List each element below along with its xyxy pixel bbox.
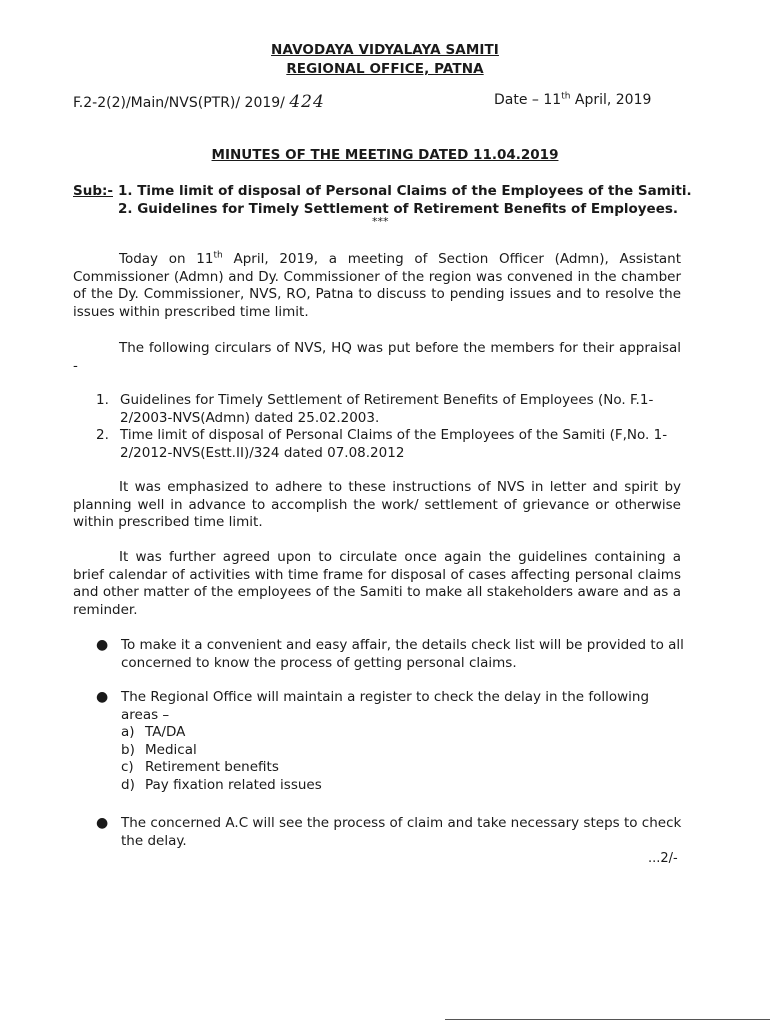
area-letter: a) [121, 724, 135, 740]
bullet-dot-icon: ● [96, 637, 109, 653]
para2-text: The following circulars of NVS, HQ was put before the members for their appraisal - [73, 340, 681, 374]
minutes-title: MINUTES OF THE MEETING DATED 11.04.2019 [211, 147, 559, 163]
circulars-list [96, 392, 686, 462]
reference-number [73, 92, 325, 112]
subject-line-1: 1. Time limit of disposal of Personal Claims of the Employees of the Samiti. [118, 183, 692, 199]
list-text: Guidelines for Timely Settlement of Retirement Benefits of Employees (No. F.1-2/2003-NVS(Admn) dated 25.02.2003. [120, 392, 654, 426]
para4-text: It was further agreed upon to circulate once again the guidelines containing a brief calendar of activities with time frame for disposal of cases affecting personal claims and other matter of the employees of the Samiti to make all stakeholders aware and as a reminder. [73, 549, 681, 618]
paragraph-meeting [73, 251, 681, 321]
para1-post: April, 2019, a meeting of Section Officer (Admn), Assistant Commissioner (Admn) and Dy. Commissioner of the region was convened in the chamber of the Dy. Commissioner, NVS, RO, Patna to discuss to pending issues and to resolve the issues within prescribed time limit. [73, 251, 681, 320]
bullet-checklist [96, 637, 686, 672]
office-name: REGIONAL OFFICE, PATNA [286, 61, 484, 77]
subject-line-2: 2. Guidelines for Timely Settlement of Retirement Benefits of Employees. [118, 201, 679, 217]
org-name: NAVODAYA VIDYALAYA SAMITI [271, 42, 499, 58]
area-letter: d) [121, 776, 135, 793]
paragraph-emphasis [73, 479, 681, 532]
date-sup: th [561, 91, 571, 102]
handwritten-number: 424 [289, 92, 325, 112]
letter-date [494, 92, 651, 108]
para1-sup: th [213, 250, 223, 261]
list-text: Time limit of disposal of Personal Claims of the Employees of the Samiti (F,No. 1-2/2012-NVS(Estt.II)/324 dated 07.08.2012 [120, 427, 668, 461]
para1-pre: Today on 11 [119, 251, 214, 267]
bullet-dot-icon: ● [96, 689, 109, 705]
list-item [96, 392, 686, 427]
date-prefix: Date – 11 [494, 92, 562, 108]
bullet-dot-icon: ● [96, 815, 109, 831]
list-number: 2. [96, 427, 109, 443]
area-text: TA/DA [145, 724, 186, 740]
area-letter: b) [121, 741, 135, 758]
list-item [121, 742, 686, 760]
area-letter: c) [121, 759, 134, 775]
bullet-text: The concerned A.C will see the process of claim and take necessary steps to check the delay. [121, 815, 682, 849]
areas-list [121, 724, 686, 794]
list-item [121, 777, 686, 795]
paragraph-agreement [73, 549, 681, 619]
paragraph-circulars-intro [73, 340, 681, 375]
para3-text: It was emphasized to adhere to these instructions of NVS in letter and spirit by planning well in advance to accomplish the work/ settlement of grievance or otherwise within prescribed time limit. [73, 479, 681, 530]
separator-stars: *** [372, 215, 389, 228]
bullet-ac-process [96, 815, 686, 850]
list-number: 1. [96, 392, 109, 408]
bullet-body [121, 689, 686, 794]
subject-label: Sub:- [73, 183, 113, 199]
bullet-text: To make it a convenient and easy affair, the details check list will be provided to all concerned to know the process of getting personal claims. [121, 637, 684, 671]
date-suffix: April, 2019 [570, 92, 652, 108]
reference-text: F.2-2(2)/Main/NVS(PTR)/ 2019/ [73, 95, 285, 111]
list-item [121, 724, 686, 742]
area-text: Pay fixation related issues [145, 776, 322, 793]
bullet-text: The Regional Office will maintain a register to check the delay in the following areas – [121, 689, 650, 723]
area-text: Retirement benefits [145, 759, 279, 775]
area-text: Medical [145, 741, 197, 758]
bottom-rule [445, 1019, 770, 1020]
list-item [121, 759, 686, 777]
bullet-register [96, 689, 686, 794]
list-item [96, 427, 686, 462]
page-continuation: ...2/- [648, 851, 678, 866]
